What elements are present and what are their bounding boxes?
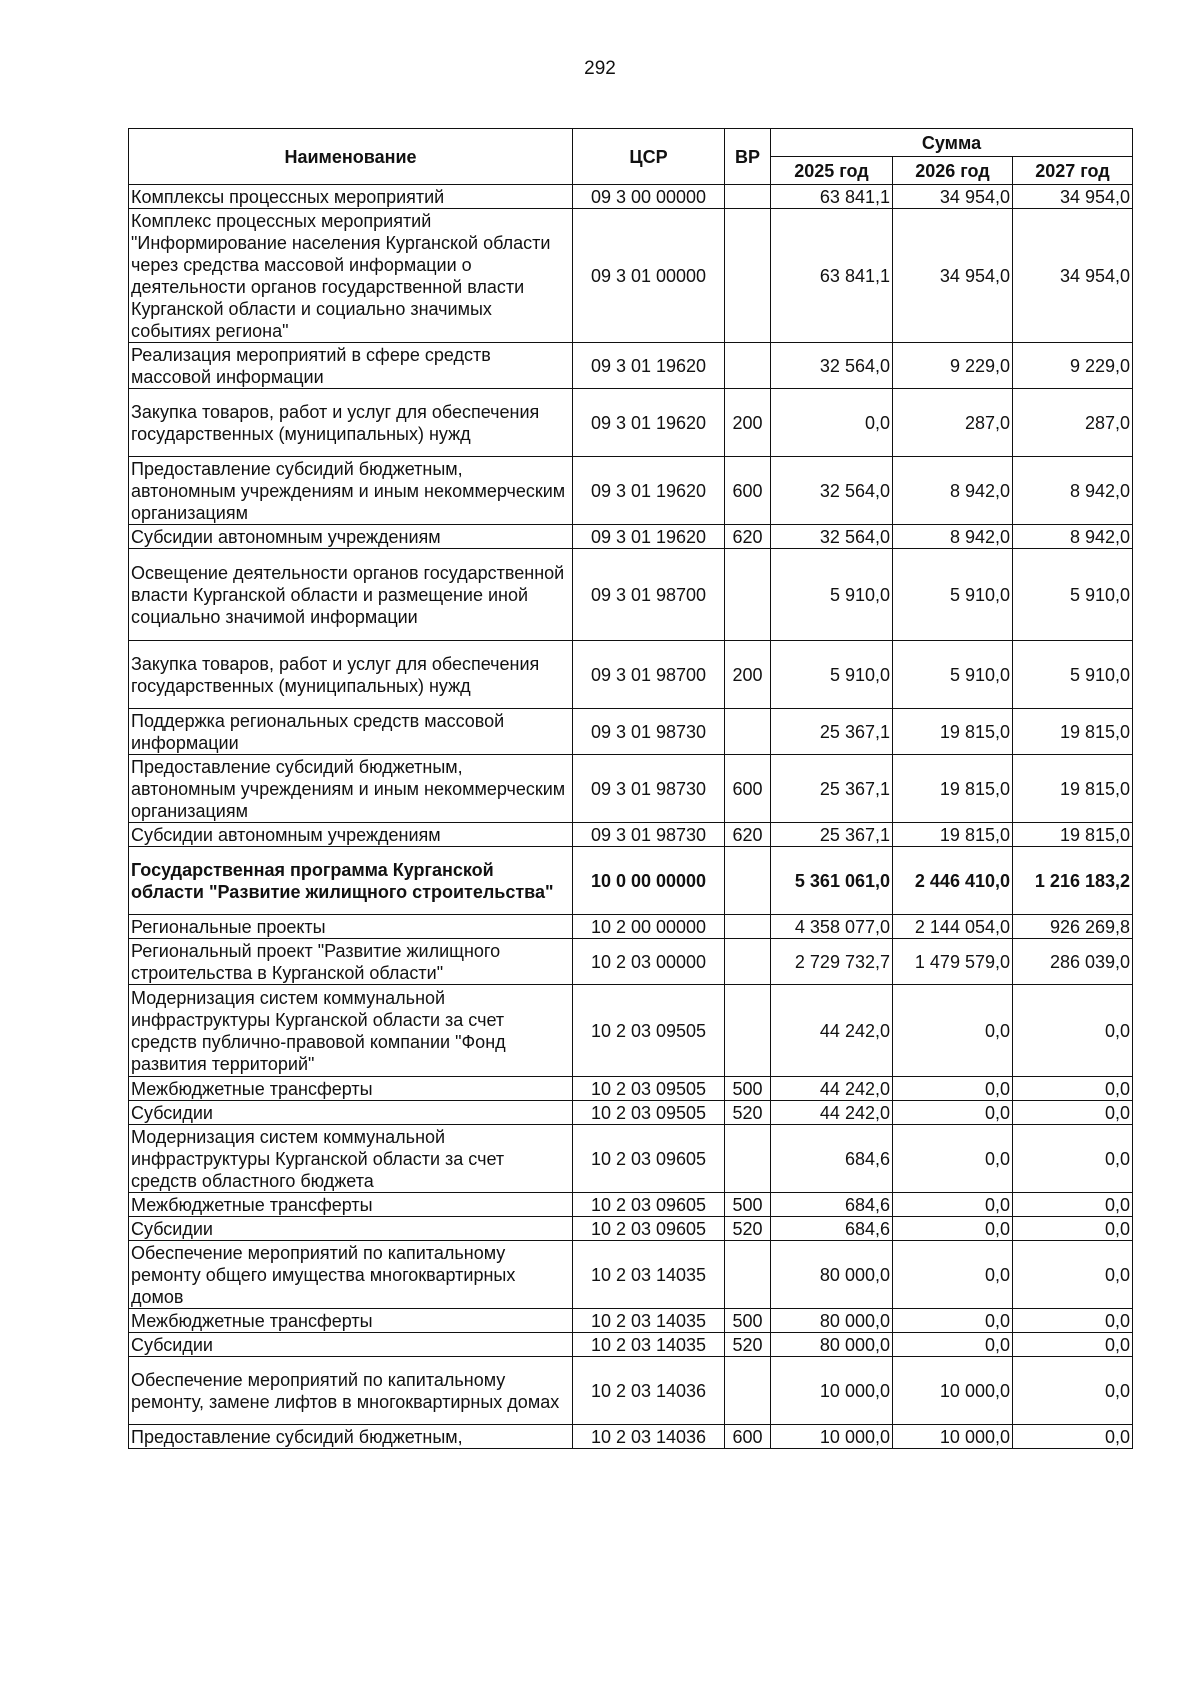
row-name: Предоставление субсидий бюджетным, автономным учреждениям и иным некоммерческим организациям [129, 457, 573, 525]
row-amount-2027: 0,0 [1013, 1333, 1133, 1357]
row-amount-2026: 0,0 [893, 1101, 1013, 1125]
row-name: Субсидии [129, 1333, 573, 1357]
row-name: Обеспечение мероприятий по капитальному ремонту общего имущества многоквартирных домов [129, 1241, 573, 1309]
budget-table [128, 128, 1133, 1449]
row-amount-2027: 0,0 [1013, 1101, 1133, 1125]
row-name: Поддержка региональных средств массовой информации [129, 709, 573, 755]
row-amount-2026: 10 000,0 [893, 1425, 1013, 1449]
row-amount-2025: 25 367,1 [771, 755, 893, 823]
row-amount-2025: 5 361 061,0 [771, 847, 893, 915]
row-csr: 10 2 03 09505 [573, 1101, 725, 1125]
table-body [129, 185, 1133, 1449]
row-amount-2025: 2 729 732,7 [771, 939, 893, 985]
row-amount-2025: 63 841,1 [771, 209, 893, 343]
row-amount-2027: 0,0 [1013, 1217, 1133, 1241]
row-name: Предоставление субсидий бюджетным, автономным учреждениям и иным некоммерческим организациям [129, 755, 573, 823]
row-amount-2026: 0,0 [893, 1193, 1013, 1217]
header-sum: Сумма [771, 129, 1133, 157]
row-amount-2025: 63 841,1 [771, 185, 893, 209]
row-vr [725, 915, 771, 939]
table-row [129, 1193, 1133, 1217]
row-csr: 10 2 03 00000 [573, 939, 725, 985]
row-amount-2026: 5 910,0 [893, 641, 1013, 709]
row-vr [725, 709, 771, 755]
row-amount-2027: 19 815,0 [1013, 709, 1133, 755]
row-amount-2025: 44 242,0 [771, 985, 893, 1077]
table-row [129, 525, 1133, 549]
header-vr: ВР [725, 129, 771, 185]
row-amount-2025: 32 564,0 [771, 525, 893, 549]
row-vr [725, 209, 771, 343]
table-row [129, 755, 1133, 823]
row-vr: 600 [725, 755, 771, 823]
row-vr [725, 549, 771, 641]
table-header [129, 129, 1133, 185]
row-csr: 10 2 03 09605 [573, 1193, 725, 1217]
table-row [129, 1217, 1133, 1241]
row-name: Субсидии автономным учреждениям [129, 525, 573, 549]
header-year-2026: 2026 год [893, 157, 1013, 185]
row-name: Субсидии [129, 1217, 573, 1241]
row-amount-2026: 0,0 [893, 1333, 1013, 1357]
table-row [129, 185, 1133, 209]
row-amount-2026: 2 446 410,0 [893, 847, 1013, 915]
row-vr: 620 [725, 823, 771, 847]
row-amount-2027: 0,0 [1013, 985, 1133, 1077]
row-csr: 10 2 00 00000 [573, 915, 725, 939]
row-csr: 10 2 03 09605 [573, 1125, 725, 1193]
row-amount-2025: 10 000,0 [771, 1425, 893, 1449]
row-amount-2026: 0,0 [893, 1309, 1013, 1333]
row-amount-2026: 1 479 579,0 [893, 939, 1013, 985]
row-amount-2027: 19 815,0 [1013, 755, 1133, 823]
table-row [129, 709, 1133, 755]
row-amount-2025: 32 564,0 [771, 343, 893, 389]
row-csr: 09 3 01 19620 [573, 525, 725, 549]
page-number: 292 [584, 58, 616, 79]
table-row [129, 1241, 1133, 1309]
row-amount-2025: 80 000,0 [771, 1309, 893, 1333]
row-amount-2026: 0,0 [893, 1077, 1013, 1101]
row-csr: 10 0 00 00000 [573, 847, 725, 915]
row-vr: 600 [725, 1425, 771, 1449]
row-amount-2026: 10 000,0 [893, 1357, 1013, 1425]
row-csr: 09 3 01 00000 [573, 209, 725, 343]
table-row [129, 1309, 1133, 1333]
row-name: Закупка товаров, работ и услуг для обеспечения государственных (муниципальных) нужд [129, 641, 573, 709]
row-amount-2025: 80 000,0 [771, 1333, 893, 1357]
row-csr: 10 2 03 09505 [573, 985, 725, 1077]
row-name: Реализация мероприятий в сфере средств массовой информации [129, 343, 573, 389]
row-amount-2025: 4 358 077,0 [771, 915, 893, 939]
row-amount-2026: 0,0 [893, 1241, 1013, 1309]
row-vr: 500 [725, 1309, 771, 1333]
row-amount-2025: 684,6 [771, 1217, 893, 1241]
row-amount-2025: 80 000,0 [771, 1241, 893, 1309]
row-name: Освещение деятельности органов государственной власти Курганской области и размещение иной социально значимой информации [129, 549, 573, 641]
row-amount-2026: 0,0 [893, 1125, 1013, 1193]
row-csr: 09 3 01 98700 [573, 641, 725, 709]
row-csr: 09 3 01 19620 [573, 343, 725, 389]
row-csr: 09 3 01 98700 [573, 549, 725, 641]
row-name: Комплекс процессных мероприятий "Информирование населения Курганской области через средства массовой информации о деятельности органов государственной власти Курганской области и социально значимых событиях региона" [129, 209, 573, 343]
row-csr: 09 3 01 19620 [573, 457, 725, 525]
row-vr [725, 1357, 771, 1425]
row-amount-2027: 0,0 [1013, 1425, 1133, 1449]
row-name: Межбюджетные трансферты [129, 1077, 573, 1101]
row-vr: 600 [725, 457, 771, 525]
row-amount-2026: 0,0 [893, 985, 1013, 1077]
row-amount-2027: 8 942,0 [1013, 457, 1133, 525]
table-row [129, 847, 1133, 915]
row-vr: 620 [725, 525, 771, 549]
row-amount-2025: 10 000,0 [771, 1357, 893, 1425]
row-amount-2027: 286 039,0 [1013, 939, 1133, 985]
row-amount-2027: 0,0 [1013, 1193, 1133, 1217]
table-row [129, 209, 1133, 343]
table-row [129, 1425, 1133, 1449]
header-year-2027: 2027 год [1013, 157, 1133, 185]
row-amount-2025: 25 367,1 [771, 823, 893, 847]
row-csr: 10 2 03 14036 [573, 1425, 725, 1449]
row-name: Модернизация систем коммунальной инфраструктуры Курганской области за счет средств областного бюджета [129, 1125, 573, 1193]
row-amount-2026: 19 815,0 [893, 823, 1013, 847]
row-amount-2026: 5 910,0 [893, 549, 1013, 641]
row-vr [725, 343, 771, 389]
row-amount-2025: 32 564,0 [771, 457, 893, 525]
table-row [129, 915, 1133, 939]
row-vr: 520 [725, 1333, 771, 1357]
row-csr: 10 2 03 14036 [573, 1357, 725, 1425]
row-name: Закупка товаров, работ и услуг для обеспечения государственных (муниципальных) нужд [129, 389, 573, 457]
row-amount-2026: 34 954,0 [893, 209, 1013, 343]
row-amount-2025: 25 367,1 [771, 709, 893, 755]
row-vr: 200 [725, 389, 771, 457]
row-name: Предоставление субсидий бюджетным, [129, 1425, 573, 1449]
row-amount-2026: 9 229,0 [893, 343, 1013, 389]
row-amount-2027: 5 910,0 [1013, 641, 1133, 709]
row-vr [725, 939, 771, 985]
row-amount-2027: 287,0 [1013, 389, 1133, 457]
row-amount-2025: 5 910,0 [771, 641, 893, 709]
header-name: Наименование [129, 129, 573, 185]
row-csr: 10 2 03 14035 [573, 1333, 725, 1357]
table-row [129, 1125, 1133, 1193]
row-vr: 500 [725, 1077, 771, 1101]
table-row [129, 1357, 1133, 1425]
row-name: Межбюджетные трансферты [129, 1193, 573, 1217]
row-amount-2027: 1 216 183,2 [1013, 847, 1133, 915]
row-amount-2026: 19 815,0 [893, 709, 1013, 755]
row-vr: 520 [725, 1217, 771, 1241]
row-amount-2027: 926 269,8 [1013, 915, 1133, 939]
header-year-2025: 2025 год [771, 157, 893, 185]
row-vr [725, 185, 771, 209]
row-amount-2025: 44 242,0 [771, 1077, 893, 1101]
row-amount-2027: 19 815,0 [1013, 823, 1133, 847]
row-vr [725, 1125, 771, 1193]
table-row [129, 457, 1133, 525]
row-name: Региональный проект "Развитие жилищного строительства в Курганской области" [129, 939, 573, 985]
row-amount-2025: 44 242,0 [771, 1101, 893, 1125]
row-amount-2027: 34 954,0 [1013, 209, 1133, 343]
row-name: Модернизация систем коммунальной инфраструктуры Курганской области за счет средств публично-правовой компании "Фонд развития территорий" [129, 985, 573, 1077]
row-csr: 09 3 01 19620 [573, 389, 725, 457]
table-row [129, 823, 1133, 847]
row-amount-2027: 34 954,0 [1013, 185, 1133, 209]
row-csr: 09 3 01 98730 [573, 823, 725, 847]
row-csr: 10 2 03 14035 [573, 1241, 725, 1309]
table-row [129, 641, 1133, 709]
header-csr: ЦСР [573, 129, 725, 185]
row-amount-2025: 5 910,0 [771, 549, 893, 641]
row-name: Комплексы процессных мероприятий [129, 185, 573, 209]
row-name: Субсидии [129, 1101, 573, 1125]
row-amount-2025: 684,6 [771, 1193, 893, 1217]
table-row [129, 939, 1133, 985]
row-vr [725, 985, 771, 1077]
row-csr: 10 2 03 09605 [573, 1217, 725, 1241]
row-csr: 09 3 01 98730 [573, 755, 725, 823]
row-amount-2026: 34 954,0 [893, 185, 1013, 209]
table-row [129, 343, 1133, 389]
row-amount-2026: 0,0 [893, 1217, 1013, 1241]
row-vr: 200 [725, 641, 771, 709]
row-amount-2027: 9 229,0 [1013, 343, 1133, 389]
row-amount-2026: 287,0 [893, 389, 1013, 457]
row-name: Обеспечение мероприятий по капитальному ремонту, замене лифтов в многоквартирных домах [129, 1357, 573, 1425]
table-row [129, 1077, 1133, 1101]
table-row [129, 389, 1133, 457]
row-vr: 520 [725, 1101, 771, 1125]
row-vr: 500 [725, 1193, 771, 1217]
row-amount-2027: 0,0 [1013, 1309, 1133, 1333]
row-name: Субсидии автономным учреждениям [129, 823, 573, 847]
row-csr: 09 3 01 98730 [573, 709, 725, 755]
row-csr: 10 2 03 14035 [573, 1309, 725, 1333]
row-amount-2026: 8 942,0 [893, 525, 1013, 549]
row-amount-2027: 8 942,0 [1013, 525, 1133, 549]
row-name: Региональные проекты [129, 915, 573, 939]
row-vr [725, 847, 771, 915]
row-amount-2027: 0,0 [1013, 1077, 1133, 1101]
row-amount-2026: 8 942,0 [893, 457, 1013, 525]
row-amount-2027: 0,0 [1013, 1125, 1133, 1193]
row-amount-2027: 0,0 [1013, 1241, 1133, 1309]
row-amount-2027: 0,0 [1013, 1357, 1133, 1425]
row-amount-2026: 19 815,0 [893, 755, 1013, 823]
table-row [129, 985, 1133, 1077]
table-row [129, 549, 1133, 641]
row-amount-2026: 2 144 054,0 [893, 915, 1013, 939]
row-amount-2025: 684,6 [771, 1125, 893, 1193]
row-vr [725, 1241, 771, 1309]
row-name: Межбюджетные трансферты [129, 1309, 573, 1333]
table-row [129, 1101, 1133, 1125]
row-name: Государственная программа Курганской области "Развитие жилищного строительства" [129, 847, 573, 915]
row-amount-2027: 5 910,0 [1013, 549, 1133, 641]
row-csr: 09 3 00 00000 [573, 185, 725, 209]
row-csr: 10 2 03 09505 [573, 1077, 725, 1101]
table-row [129, 1333, 1133, 1357]
row-amount-2025: 0,0 [771, 389, 893, 457]
